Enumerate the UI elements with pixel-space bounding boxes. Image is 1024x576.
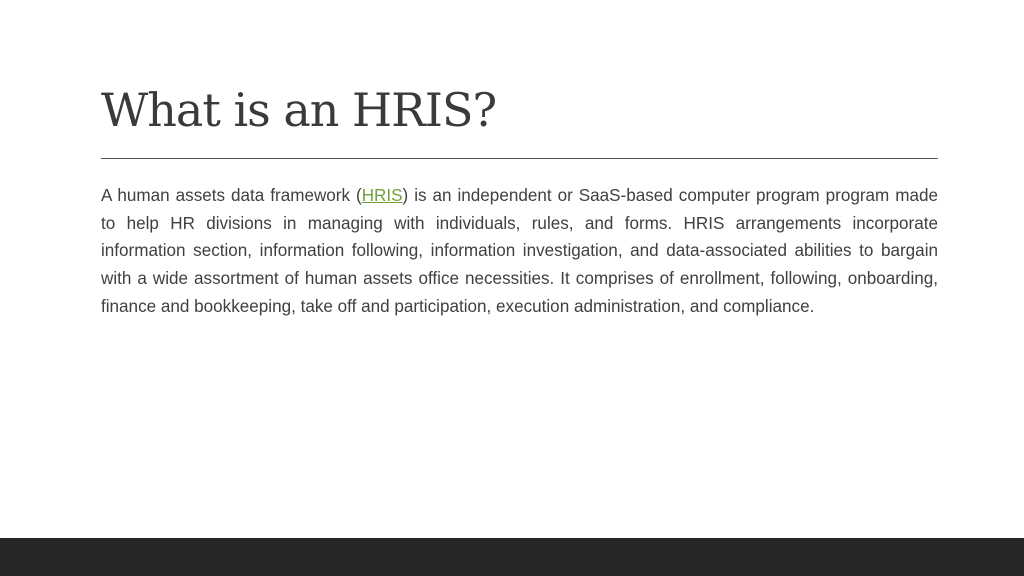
slide-title: What is an HRIS? <box>101 83 497 137</box>
slide-paragraph <box>101 182 938 321</box>
title-divider <box>101 158 938 159</box>
footer-bar <box>0 538 1024 576</box>
hris-link[interactable]: HRIS <box>361 186 403 205</box>
paragraph-text-before-link: A human assets data framework ( <box>101 186 362 205</box>
paragraph-text-after-link: ) is an independent or SaaS-based computer program program made to help HR divisions in managing with individuals, rules, and forms. HRIS arrangements incorporate information section, information following, information investigation, and data-associated abilities to bargain with a wide assortment of human assets office necessities. It comprises of enrollment, following, onboarding, finance and bookkeeping, take off and participation, execution administration, and compliance. <box>101 186 938 316</box>
